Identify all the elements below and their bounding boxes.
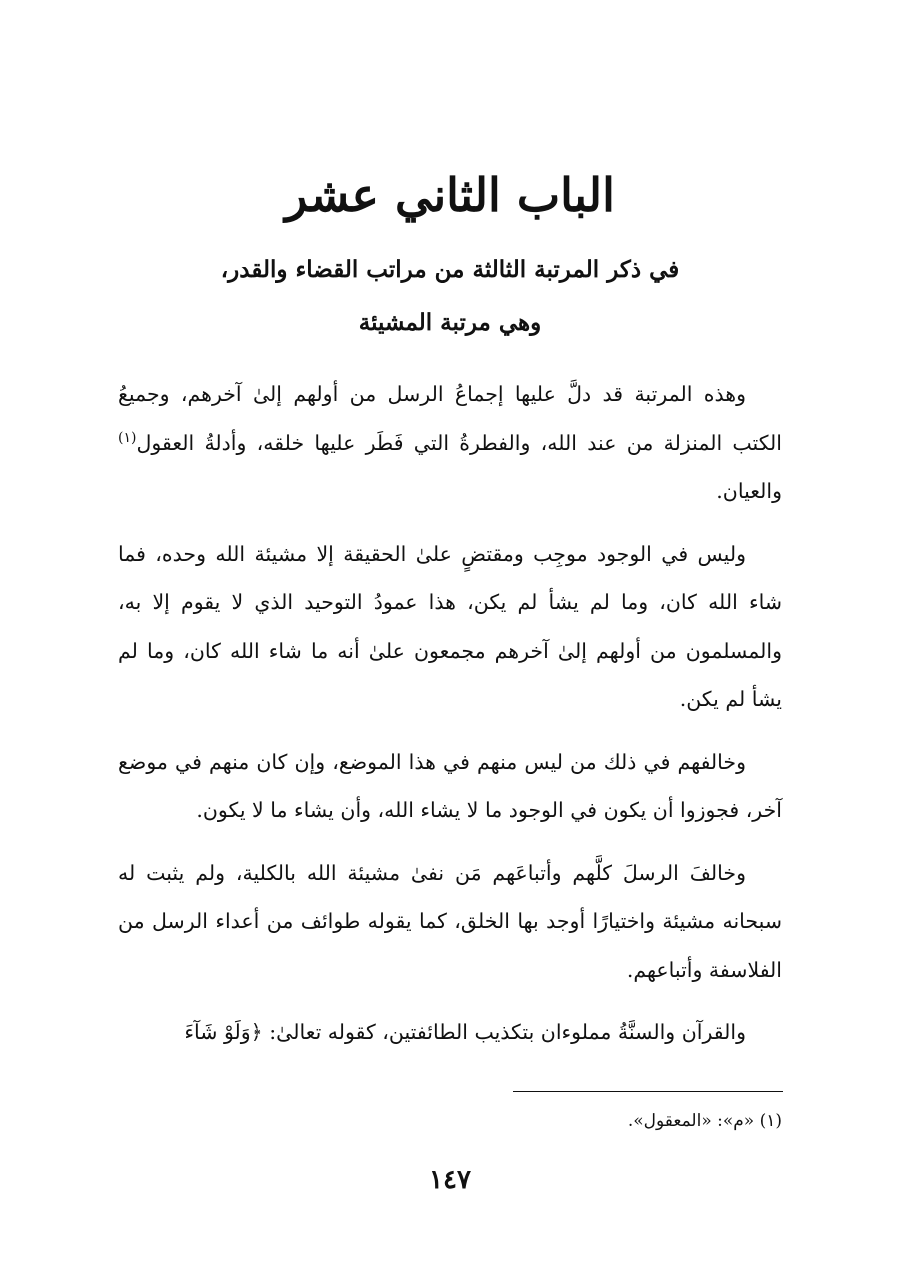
chapter-subtitle-line-2: وهي مرتبة المشيئة [358,309,542,336]
body-text [118,370,782,1057]
paragraph-4: وخالفَ الرسلَ كلَّهم وأتباعَهم مَن نفىٰ مشيئة الله بالكلية، ولم يثبت له سبحانه مشيئة واختيارًا أوجد بها الخلق، كما يقوله طوائف من أعداء الرسل من الفلاسفة وأتباعهم. [118,860,782,982]
footnote: (١) «م»: «المعقول». [627,1111,782,1131]
paragraph-5: والقرآن والسنَّةُ مملوءان بتكذيب الطائفتين، كقوله تعالىٰ: ﴿وَلَوْ شَآءَ [184,1020,746,1044]
footnote-divider [513,1091,783,1092]
footnote-reference: (١) [118,429,137,446]
paragraph-1-tail: والعيان. [716,479,782,503]
paragraph-3: وخالفهم في ذلك من ليس منهم في هذا الموضع، وإن كان منهم في موضع آخر، فجوزوا أن يكون في الوجود ما لا يشاء الله، وأن يشاء ما لا يكون. [118,749,782,822]
page-number: ١٤٧ [429,1165,471,1195]
chapter-subtitle-line-1: في ذكر المرتبة الثالثة من مراتب القضاء والقدر، [220,256,680,283]
chapter-title: الباب الثاني عشر [285,168,615,222]
paragraph-1 [118,370,782,516]
paragraph-1-text: وهذه المرتبة قد دلَّ عليها إجماعُ الرسل من أولهم إلىٰ آخرهم، وجميعُ الكتب المنزلة من عند الله، والفطرةُ التي فَطَر عليها خلقه، وأدلةُ العقول [118,382,782,455]
paragraph-2: وليس في الوجود موجِب ومقتضٍ علىٰ الحقيقة إلا مشيئة الله وحده، فما شاء الله كان، وما لم يشأ لم يكن، هذا عمودُ التوحيد الذي لا يقوم إلا به، والمسلمون من أولهم إلىٰ آخرهم مجمعون علىٰ أنه ما شاء الله كان، وما لم يشأ لم يكن. [118,541,782,711]
